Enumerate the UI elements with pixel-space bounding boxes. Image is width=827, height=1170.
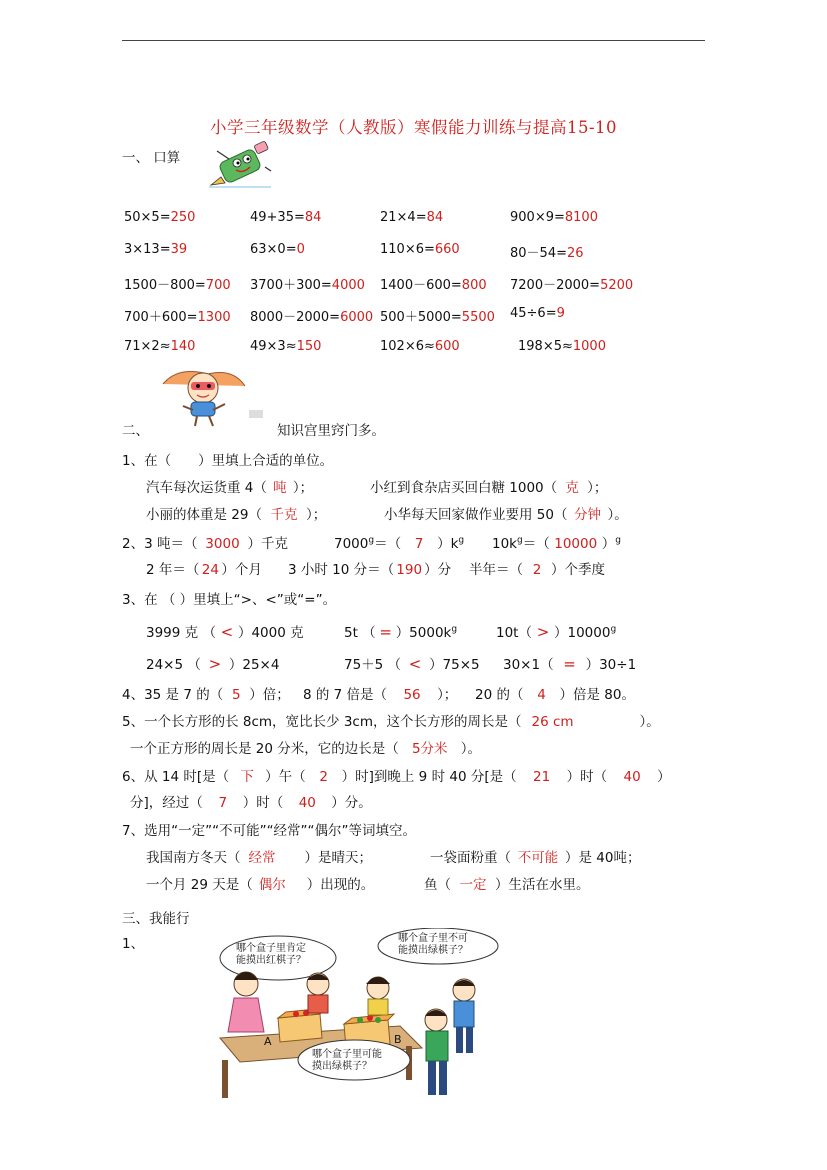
q5-line2: 一个正方形的周长是 20 分米，它的边长是（ 5分米 ）。 bbox=[130, 741, 482, 757]
calc-answer: 600 bbox=[434, 339, 460, 354]
q2-c-answer: 10000 bbox=[554, 536, 598, 552]
q7-d: 鱼（ 一定 ）生活在水里。 bbox=[424, 877, 590, 893]
calc-item bbox=[510, 242, 584, 261]
q7-b: 一袋面粉重（ 不可能 ）是 40吨； bbox=[430, 850, 641, 866]
q1-stem: 1、在（ ）里填上合适的单位。 bbox=[122, 453, 334, 469]
q6-line2: 分]，经过（ 7 ）时（ 40 ）分。 bbox=[130, 795, 372, 811]
q2-line1-c: $10k^g=$（ 10000 ）$^g$ bbox=[492, 535, 621, 552]
calc-answer: 0 bbox=[296, 242, 305, 257]
calc-item bbox=[250, 210, 321, 225]
calc-answer: 700 bbox=[205, 278, 231, 293]
calc-answer: 250 bbox=[170, 210, 196, 225]
q2-line1-b: $7000^g=$（ 7 ）$k^g$ bbox=[334, 535, 465, 552]
calc-answer: 660 bbox=[434, 242, 460, 257]
q2-line2-a: 2 年＝（ 24 ）个月 bbox=[146, 562, 262, 578]
pencil-mascot-icon bbox=[207, 141, 273, 189]
q2-line2-c: 半年＝（ 2 ）个季度 bbox=[469, 562, 605, 578]
calc-question: 49+35= bbox=[250, 210, 305, 225]
q1-d: 小华每天回家做作业要用 50（ 分钟 ）。 bbox=[384, 503, 628, 523]
calc-question: 110×6= bbox=[380, 242, 435, 257]
q6-line1: 6、从 14 时[是（ 下 ）午（ 2 ）时]到晚上 9 时 40 分[是（ 21 ）时（ 40 ） bbox=[122, 769, 671, 785]
q3-r2-c: 30×1（ = ）30÷1 bbox=[503, 655, 637, 673]
calc-answer: 5200 bbox=[600, 278, 634, 293]
calc-answer: 150 bbox=[296, 339, 322, 354]
calc-question: 1500－800= bbox=[124, 278, 206, 293]
calc-item bbox=[380, 242, 460, 257]
calc-question: 1400－600= bbox=[380, 278, 462, 293]
calc-answer: 84 bbox=[304, 210, 322, 225]
calc-item bbox=[250, 306, 373, 325]
q2-line1-a: 2、3 吨＝（ 3000 ）千克 bbox=[122, 536, 288, 552]
calc-answer: 1300 bbox=[197, 310, 231, 325]
calc-item bbox=[124, 274, 231, 293]
calc-answer: 140 bbox=[170, 339, 196, 354]
box-a-label: A bbox=[264, 1035, 272, 1048]
calc-item bbox=[518, 339, 606, 354]
box-a bbox=[278, 1014, 322, 1042]
calc-question: 900×9= bbox=[510, 210, 565, 225]
calc-item bbox=[124, 306, 231, 325]
section2-heading-suffix: 知识宫里窍门多。 bbox=[277, 423, 385, 439]
calc-item bbox=[250, 339, 321, 354]
calc-answer: 5500 bbox=[461, 310, 495, 325]
header-rule bbox=[122, 40, 705, 41]
calc-question: 8000－2000= bbox=[250, 310, 341, 325]
calc-question: 3700＋300= bbox=[250, 278, 332, 293]
q2-d-answer: 24 bbox=[201, 562, 219, 578]
calc-item bbox=[380, 274, 487, 293]
calc-answer: 39 bbox=[170, 242, 188, 257]
section3-q1-label: 1、 bbox=[122, 936, 145, 952]
q3-r1-a: 3999 克 （ < ）4000 克 bbox=[146, 623, 304, 641]
section2-heading-prefix: 二、 bbox=[122, 423, 149, 439]
girl-cartoon-icon bbox=[153, 364, 273, 430]
calc-question: 500＋5000= bbox=[380, 310, 462, 325]
q3-r2-a: 24×5 （ > ）25×4 bbox=[146, 655, 280, 673]
q7-c: 一个月 29 天是（ 偶尔 ）出现的。 bbox=[146, 877, 375, 893]
section1-heading: 一、 口算 bbox=[122, 150, 181, 166]
q1-b: 小红到食杂店买回白糖 1000（ 克 ）； bbox=[370, 476, 607, 496]
bubble2-text: 哪个盒子里不可 能摸出绿棋子？ bbox=[398, 933, 468, 956]
q1-a: 汽车每次运货重 4（ 吨 ）； bbox=[146, 476, 313, 496]
calc-item bbox=[380, 306, 495, 325]
calc-question: 21×4= bbox=[380, 210, 427, 225]
q3-stem: 3、在 （ ）里填上“>、<”或“=”。 bbox=[122, 592, 337, 608]
calc-question: 50×5= bbox=[124, 210, 171, 225]
calc-question: 102×6≈ bbox=[380, 339, 435, 354]
q4-b: 8 的 7 倍是（ 56 ）； bbox=[303, 687, 458, 703]
calc-answer: 4000 bbox=[331, 278, 365, 293]
calc-answer: 84 bbox=[426, 210, 444, 225]
q2-f-answer: 2 bbox=[532, 562, 542, 578]
q2-a-answer: 3000 bbox=[205, 536, 240, 552]
q4-c: 20 的（ 4 ）倍是 80。 bbox=[475, 687, 635, 703]
q2-e-answer: 190 bbox=[396, 562, 423, 578]
q1-b-answer: 克 bbox=[565, 480, 579, 496]
calc-answer: 6000 bbox=[340, 310, 374, 325]
calc-item bbox=[510, 274, 633, 293]
calc-item bbox=[250, 274, 365, 293]
calc-answer: 800 bbox=[461, 278, 487, 293]
calc-question: 198×5≈ bbox=[518, 339, 573, 354]
calc-item bbox=[250, 242, 305, 257]
q1-c: 小丽的体重是 29（ 千克 ）； bbox=[146, 503, 326, 523]
q2-line2-b: 3 小时 10 分＝（ 190 ）分 bbox=[288, 562, 452, 578]
bubble1-text: 哪个盒子里肯定 能摸出红棋子？ bbox=[236, 943, 306, 966]
calc-item bbox=[380, 210, 443, 225]
calc-answer: 26 bbox=[566, 246, 584, 261]
calc-question: 7200－2000= bbox=[510, 278, 601, 293]
q3-r1-b: 5t （ = ）$5000k^g$ bbox=[344, 623, 458, 641]
calc-item bbox=[124, 242, 187, 257]
section3-heading: 三、我能行 bbox=[122, 911, 190, 927]
q1-c-answer: 千克 bbox=[270, 507, 298, 523]
bubble3-text: 哪个盒子里可能 摸出绿棋子？ bbox=[312, 1049, 382, 1072]
q7-a: 我国南方冬天（ 经常 ）是晴天； bbox=[146, 850, 372, 866]
calc-answer: 9 bbox=[556, 306, 565, 321]
q2-b-answer: 7 bbox=[414, 536, 424, 552]
q1-d-answer: 分钟 bbox=[573, 507, 601, 523]
calc-item bbox=[510, 210, 598, 225]
calc-question: 71×2≈ bbox=[124, 339, 171, 354]
q3-r2-b: 75＋5 （ < ）75×5 bbox=[344, 655, 480, 673]
calc-item bbox=[124, 210, 195, 225]
calc-question: 49×3≈ bbox=[250, 339, 297, 354]
calc-question: 3×13= bbox=[124, 242, 171, 257]
q7-stem: 7、选用“一定”“不可能”“经常”“偶尔”等词填空。 bbox=[122, 823, 417, 839]
box-b-label: B bbox=[394, 1033, 402, 1046]
calc-question: 45÷6= bbox=[510, 306, 557, 321]
calc-question: 700＋600= bbox=[124, 310, 198, 325]
calc-question: 63×0= bbox=[250, 242, 297, 257]
q3-r1-c: $10t( > )10000^g$ bbox=[496, 623, 617, 641]
q4-a: 4、35 是 7 的（ 5 ）倍； bbox=[122, 687, 290, 703]
document-title: 小学三年级数学（人教版）寒假能力训练与提高15-10 bbox=[209, 118, 618, 137]
calc-item bbox=[380, 339, 460, 354]
q5-line1: 5、一个长方形的长 8cm，宽比长少 3cm，这个长方形的周长是（ 26 cm ）。 bbox=[122, 714, 660, 730]
calc-question: 80－54= bbox=[510, 246, 567, 261]
calc-answer: 1000 bbox=[572, 339, 606, 354]
q1-a-answer: 吨 bbox=[273, 480, 287, 496]
calc-item bbox=[124, 339, 195, 354]
calc-item bbox=[510, 306, 565, 321]
calc-answer: 8100 bbox=[564, 210, 598, 225]
